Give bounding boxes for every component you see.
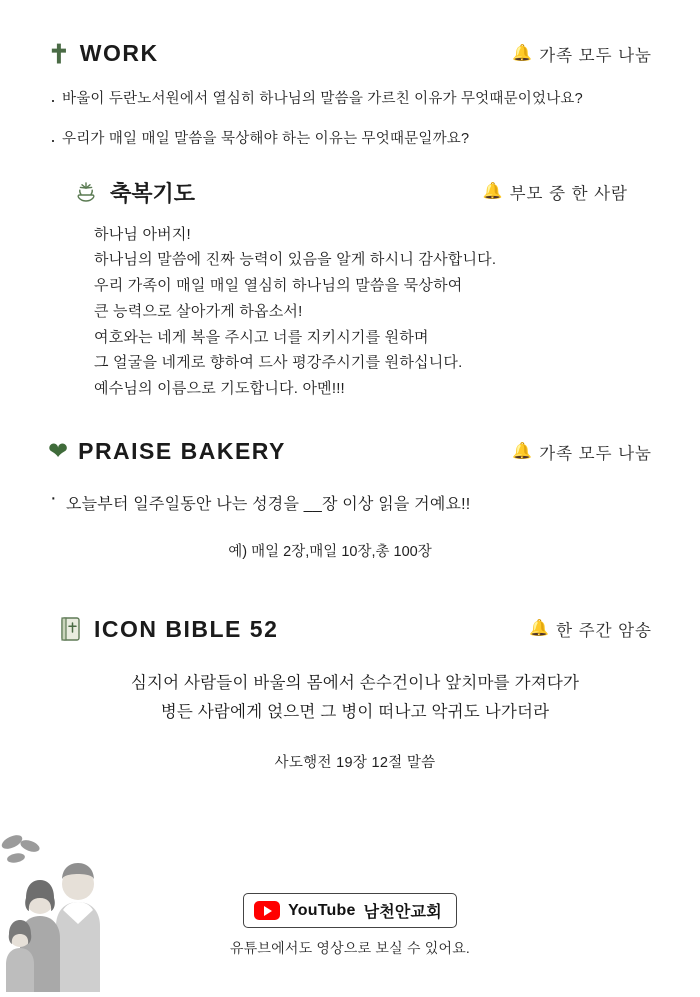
youtube-footer	[0, 893, 700, 958]
work-question-list	[48, 89, 652, 151]
bible-audience-label: 한 주간 암송	[556, 622, 652, 641]
list-item: · 우리가 매일 매일 말씀을 묵상해야 하는 이유는 무엇때문일까요?	[48, 129, 652, 151]
bible-verse-line: 심지어 사람들이 바울의 몸에서 손수건이나 앞치마를 가져다가	[130, 674, 580, 693]
prayer-line: 그 얼굴을 네게로 향하여 드사 평강주시기를 원하십니다.	[94, 354, 463, 372]
praise-pledge: · 오늘부터 일주일동안 나는 성경을 __장 이상 읽을 거예요!!	[48, 491, 652, 514]
bible-reference: 사도행전 19장 12절 말씀	[274, 754, 436, 771]
bell-icon: 🔔	[529, 620, 551, 638]
praise-audience-tag	[512, 440, 652, 464]
youtube-channel-name: 남천안교회	[363, 904, 442, 921]
bible-section-header	[58, 615, 652, 643]
praise-example: 예) 매일 2장,매일 10장,총 100장	[228, 544, 432, 561]
work-title: WORK	[79, 40, 159, 66]
bible-audience-tag	[529, 617, 652, 641]
prayer-section-header	[72, 177, 652, 208]
youtube-label: YouTube	[288, 901, 356, 919]
prayer-line: 예수님의 이름으로 기도합니다. 아멘!!!	[94, 380, 345, 398]
prayer-line: 하나님의 말씀에 진짜 능력이 있음을 알게 하시니 감사합니다.	[94, 251, 497, 269]
list-item: · 바울이 두란노서원에서 열심히 하나님의 말씀을 가르친 이유가 무엇때문이었나요?	[48, 89, 652, 111]
praise-header-left	[48, 438, 286, 465]
praise-title: PRAISE BAKERY	[78, 438, 286, 465]
praise-audience-label: 가족 모두 나눔	[539, 444, 652, 463]
praise-section-header	[48, 438, 652, 465]
prayer-section	[48, 177, 652, 403]
prayer-line: 우리 가족이 매일 매일 열심히 하나님의 말씀을 묵상하여	[94, 277, 463, 295]
bible-header-left	[58, 615, 278, 643]
prayer-title: 축복기도	[110, 180, 196, 206]
prayer-audience-tag	[483, 180, 628, 204]
youtube-play-icon	[254, 901, 280, 920]
prayer-line: 하나님 아버지!	[94, 225, 191, 243]
prayer-audience-label: 부모 중 한 사람	[509, 185, 628, 203]
bible-verse-line: 병든 사람에게 얹으면 그 병이 떠나고 악귀도 나가더라	[160, 702, 550, 721]
cross-icon: ✝	[48, 38, 70, 69]
bible-book-icon	[58, 615, 84, 643]
work-audience-tag	[512, 42, 652, 66]
work-header-left	[48, 40, 159, 67]
bell-icon: 🔔	[512, 44, 534, 62]
prayer-header-left	[72, 177, 195, 208]
youtube-note: 유튜브에서도 영상으로 보실 수 있어요.	[229, 940, 471, 956]
prayer-text	[72, 222, 652, 403]
youtube-channel-badge[interactable]	[243, 893, 457, 928]
praise-section	[48, 438, 652, 561]
bible-section	[48, 615, 652, 772]
bell-icon: 🔔	[482, 183, 504, 200]
heart-icon: ❤	[48, 437, 69, 465]
praying-hands-icon	[72, 179, 100, 205]
bible-verse	[58, 669, 652, 727]
work-section-header	[48, 40, 652, 67]
prayer-line: 큰 능력으로 살아가게 하옵소서!	[94, 302, 303, 320]
work-audience-label: 가족 모두 나눔	[539, 46, 652, 65]
prayer-line: 여호와는 네게 복을 주시고 너를 지키시기를 원하며	[94, 328, 429, 346]
bible-title: ICON BIBLE 52	[94, 615, 279, 642]
bell-icon: 🔔	[512, 442, 534, 460]
